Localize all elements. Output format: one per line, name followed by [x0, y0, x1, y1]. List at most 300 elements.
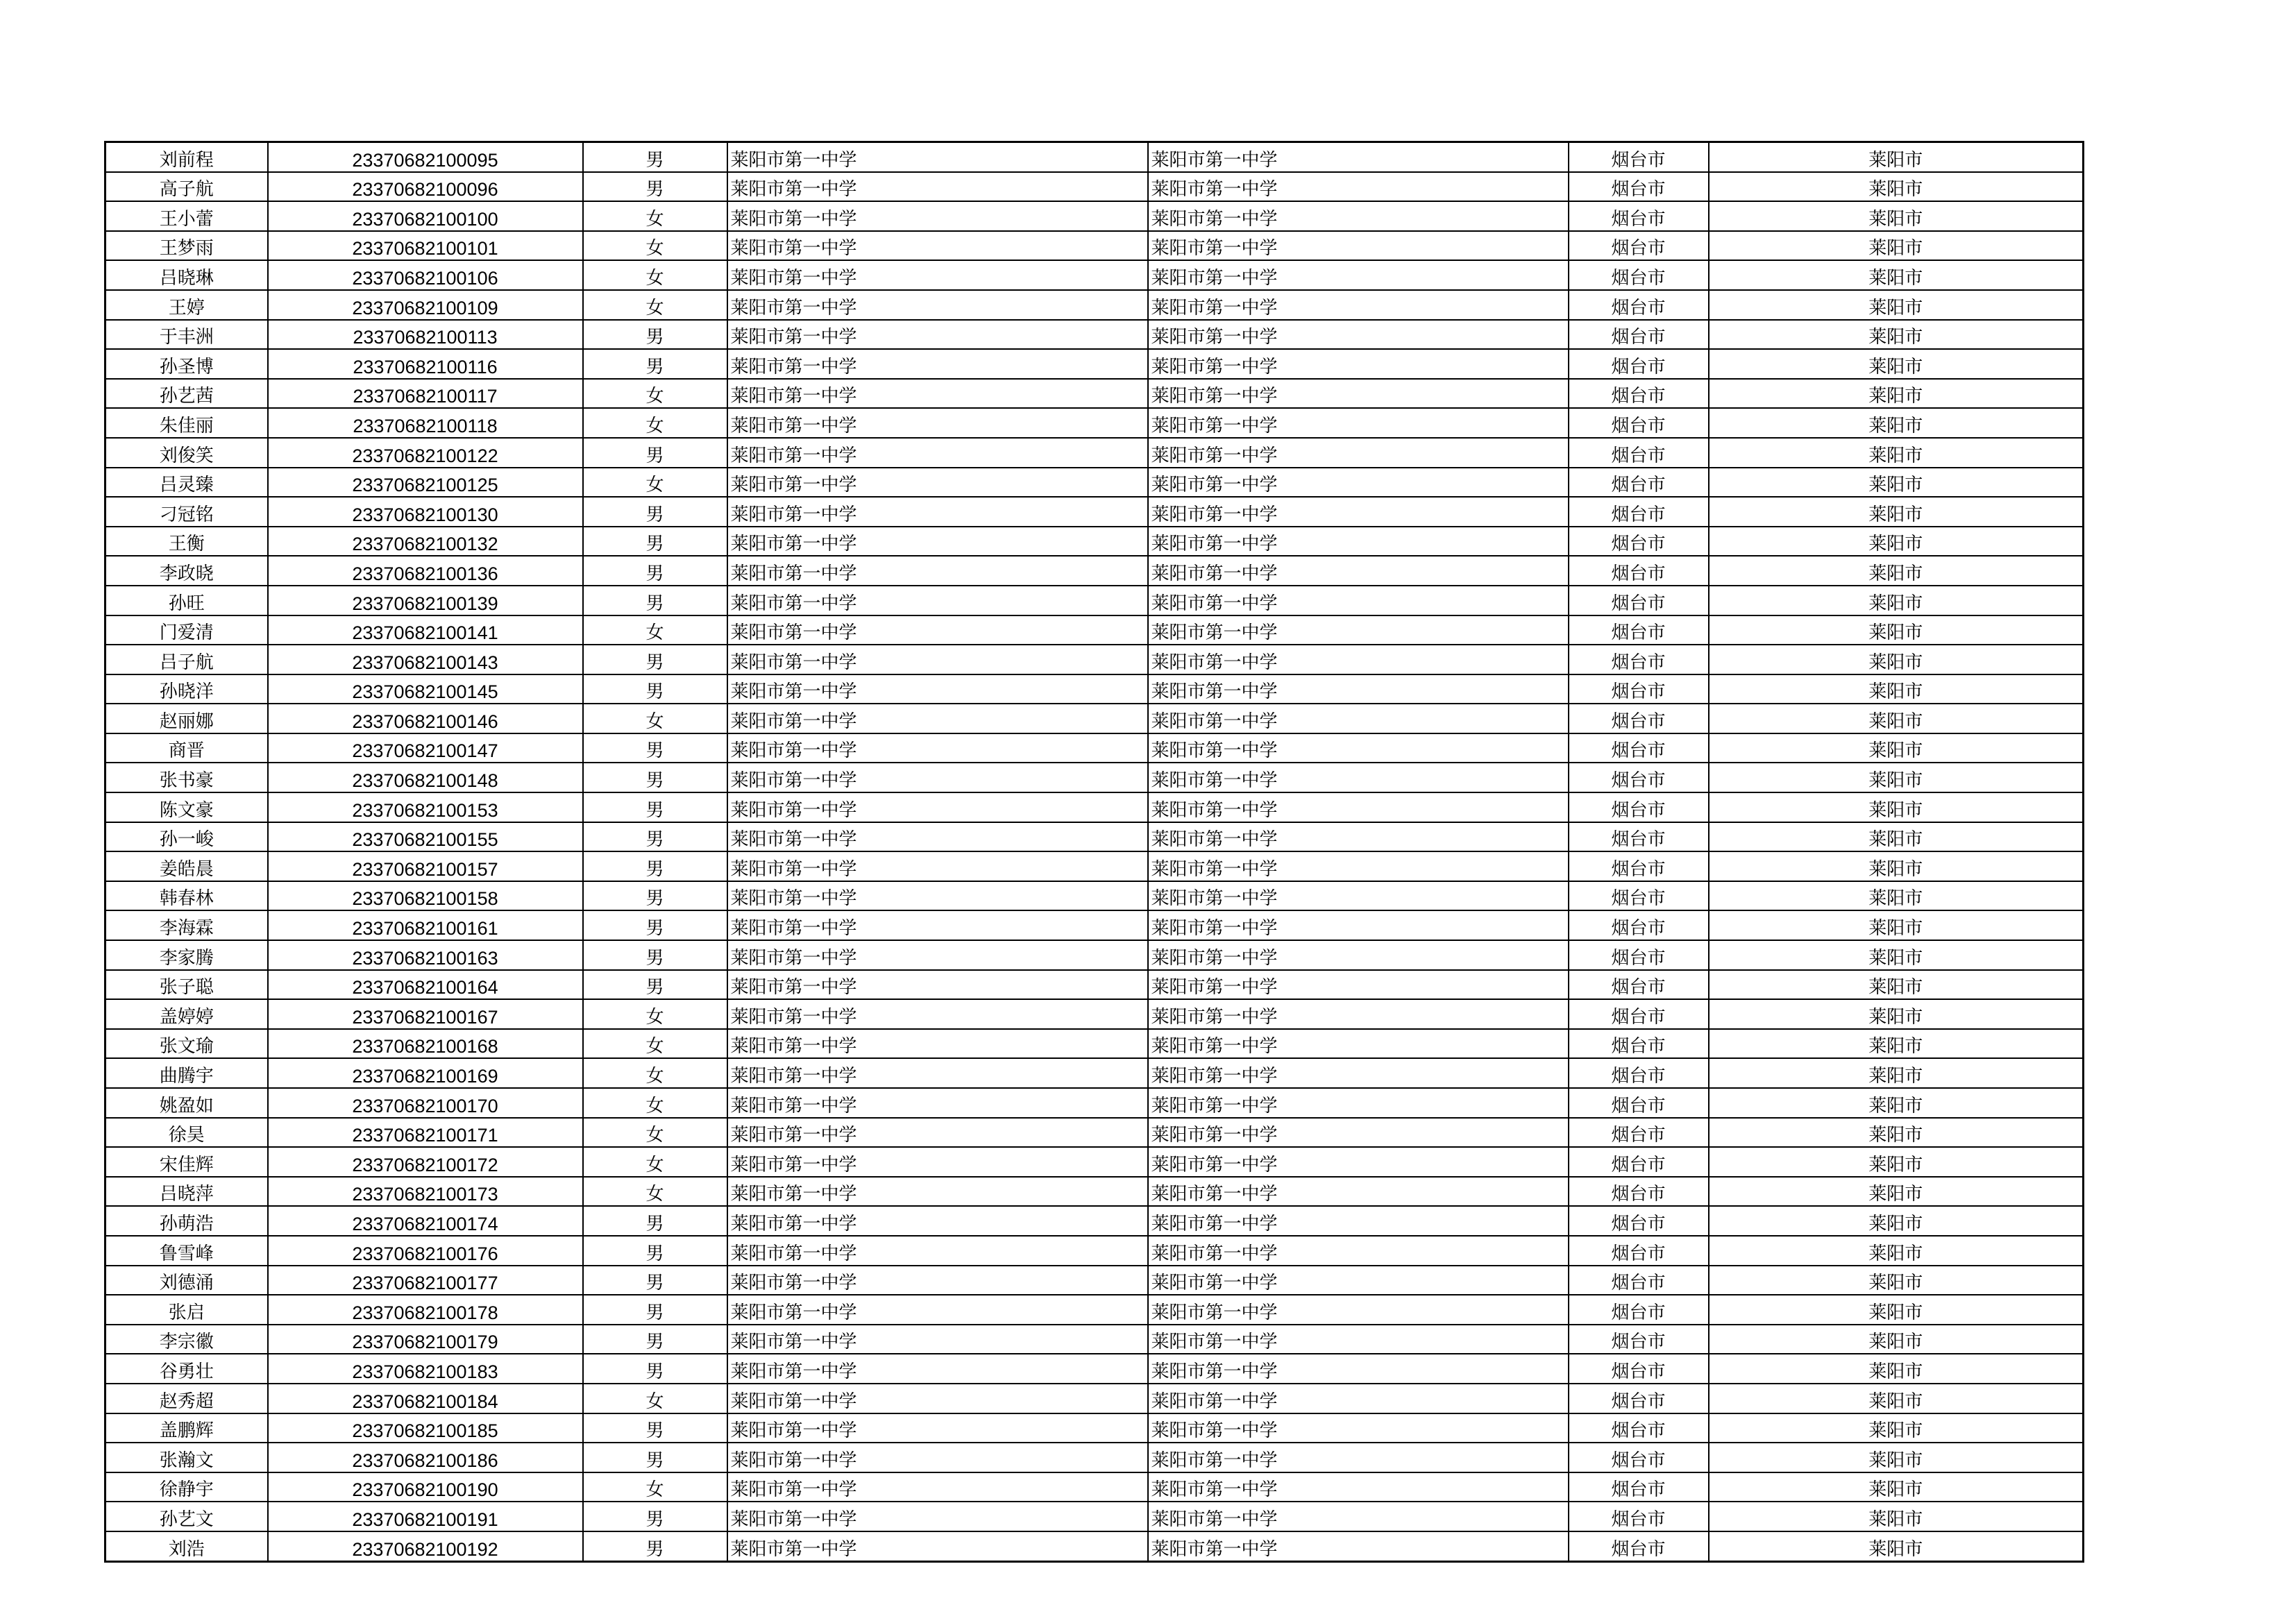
- cell-school-registered: 莱阳市第一中学: [1148, 260, 1569, 290]
- cell-name: 张书豪: [105, 763, 268, 792]
- cell-city: 烟台市: [1569, 586, 1709, 615]
- cell-county: 莱阳市: [1709, 1058, 2084, 1088]
- cell-county: 莱阳市: [1709, 497, 2084, 527]
- cell-school-registered: 莱阳市第一中学: [1148, 910, 1569, 940]
- cell-gender: 男: [583, 970, 727, 1000]
- cell-city: 烟台市: [1569, 881, 1709, 911]
- table-row: [105, 1266, 2084, 1295]
- cell-gender: 男: [583, 1266, 727, 1295]
- cell-city: 烟台市: [1569, 1413, 1709, 1443]
- cell-name: 朱佳丽: [105, 408, 268, 438]
- cell-county: 莱阳市: [1709, 1295, 2084, 1325]
- cell-gender: 男: [583, 851, 727, 881]
- table-row: [105, 172, 2084, 202]
- cell-school: 莱阳市第一中学: [727, 320, 1148, 350]
- cell-exam-id: 23370682100143: [268, 645, 583, 674]
- cell-name: 李宗徽: [105, 1325, 268, 1354]
- cell-gender: 男: [583, 142, 727, 172]
- cell-school: 莱阳市第一中学: [727, 792, 1148, 822]
- cell-gender: 女: [583, 1058, 727, 1088]
- cell-exam-id: 23370682100173: [268, 1177, 583, 1207]
- cell-school: 莱阳市第一中学: [727, 172, 1148, 202]
- cell-exam-id: 23370682100170: [268, 1088, 583, 1118]
- cell-city: 烟台市: [1569, 674, 1709, 704]
- cell-gender: 女: [583, 260, 727, 290]
- cell-school-registered: 莱阳市第一中学: [1148, 970, 1569, 1000]
- table-row: [105, 320, 2084, 350]
- cell-school-registered: 莱阳市第一中学: [1148, 1147, 1569, 1177]
- cell-gender: 女: [583, 704, 727, 733]
- cell-city: 烟台市: [1569, 1118, 1709, 1148]
- cell-school-registered: 莱阳市第一中学: [1148, 645, 1569, 674]
- table-row: [105, 674, 2084, 704]
- cell-school: 莱阳市第一中学: [727, 290, 1148, 320]
- cell-exam-id: 23370682100190: [268, 1472, 583, 1502]
- cell-county: 莱阳市: [1709, 172, 2084, 202]
- cell-name: 盖鹏辉: [105, 1413, 268, 1443]
- table-row: [105, 1531, 2084, 1561]
- cell-county: 莱阳市: [1709, 763, 2084, 792]
- table-row: [105, 792, 2084, 822]
- cell-name: 盖婷婷: [105, 999, 268, 1029]
- cell-name: 李政晓: [105, 556, 268, 586]
- cell-gender: 女: [583, 1177, 727, 1207]
- cell-exam-id: 23370682100125: [268, 468, 583, 498]
- table-row: [105, 1384, 2084, 1413]
- cell-city: 烟台市: [1569, 1147, 1709, 1177]
- cell-school-registered: 莱阳市第一中学: [1148, 1443, 1569, 1472]
- cell-gender: 女: [583, 231, 727, 261]
- cell-school-registered: 莱阳市第一中学: [1148, 1088, 1569, 1118]
- cell-name: 吕子航: [105, 645, 268, 674]
- cell-city: 烟台市: [1569, 1206, 1709, 1236]
- cell-name: 孙萌浩: [105, 1206, 268, 1236]
- cell-exam-id: 23370682100136: [268, 556, 583, 586]
- table-row: [105, 910, 2084, 940]
- cell-city: 烟台市: [1569, 408, 1709, 438]
- cell-gender: 女: [583, 1118, 727, 1148]
- cell-school: 莱阳市第一中学: [727, 1088, 1148, 1118]
- cell-name: 宋佳辉: [105, 1147, 268, 1177]
- cell-gender: 男: [583, 881, 727, 911]
- cell-gender: 男: [583, 1236, 727, 1266]
- cell-exam-id: 23370682100153: [268, 792, 583, 822]
- cell-exam-id: 23370682100147: [268, 733, 583, 763]
- cell-city: 烟台市: [1569, 231, 1709, 261]
- table-row: [105, 645, 2084, 674]
- table-row: [105, 733, 2084, 763]
- cell-city: 烟台市: [1569, 1058, 1709, 1088]
- table-row: [105, 349, 2084, 379]
- cell-name: 韩春林: [105, 881, 268, 911]
- cell-gender: 女: [583, 408, 727, 438]
- cell-county: 莱阳市: [1709, 970, 2084, 1000]
- cell-county: 莱阳市: [1709, 910, 2084, 940]
- cell-city: 烟台市: [1569, 851, 1709, 881]
- cell-name: 赵秀超: [105, 1384, 268, 1413]
- cell-school: 莱阳市第一中学: [727, 999, 1148, 1029]
- cell-school-registered: 莱阳市第一中学: [1148, 1413, 1569, 1443]
- cell-exam-id: 23370682100117: [268, 379, 583, 409]
- cell-school-registered: 莱阳市第一中学: [1148, 468, 1569, 498]
- cell-city: 烟台市: [1569, 1531, 1709, 1561]
- cell-name: 王衡: [105, 527, 268, 556]
- cell-school-registered: 莱阳市第一中学: [1148, 733, 1569, 763]
- cell-gender: 男: [583, 1502, 727, 1531]
- cell-county: 莱阳市: [1709, 349, 2084, 379]
- cell-exam-id: 23370682100192: [268, 1531, 583, 1561]
- cell-city: 烟台市: [1569, 1325, 1709, 1354]
- cell-county: 莱阳市: [1709, 1443, 2084, 1472]
- table-row: [105, 201, 2084, 231]
- cell-name: 孙一峻: [105, 822, 268, 852]
- cell-name: 孙艺茜: [105, 379, 268, 409]
- cell-name: 陈文豪: [105, 792, 268, 822]
- cell-school: 莱阳市第一中学: [727, 231, 1148, 261]
- cell-name: 高子航: [105, 172, 268, 202]
- cell-exam-id: 23370682100101: [268, 231, 583, 261]
- cell-exam-id: 23370682100161: [268, 910, 583, 940]
- cell-school: 莱阳市第一中学: [727, 1029, 1148, 1059]
- table-row: [105, 1177, 2084, 1207]
- cell-city: 烟台市: [1569, 1384, 1709, 1413]
- cell-school-registered: 莱阳市第一中学: [1148, 881, 1569, 911]
- cell-school: 莱阳市第一中学: [727, 1177, 1148, 1207]
- cell-school-registered: 莱阳市第一中学: [1148, 851, 1569, 881]
- cell-county: 莱阳市: [1709, 438, 2084, 468]
- cell-exam-id: 23370682100185: [268, 1413, 583, 1443]
- cell-city: 烟台市: [1569, 822, 1709, 852]
- cell-county: 莱阳市: [1709, 1266, 2084, 1295]
- cell-school-registered: 莱阳市第一中学: [1148, 408, 1569, 438]
- cell-school-registered: 莱阳市第一中学: [1148, 1177, 1569, 1207]
- cell-school-registered: 莱阳市第一中学: [1148, 822, 1569, 852]
- cell-school-registered: 莱阳市第一中学: [1148, 1266, 1569, 1295]
- cell-city: 烟台市: [1569, 349, 1709, 379]
- cell-city: 烟台市: [1569, 1088, 1709, 1118]
- cell-gender: 男: [583, 1354, 727, 1384]
- cell-exam-id: 23370682100095: [268, 142, 583, 172]
- cell-county: 莱阳市: [1709, 586, 2084, 615]
- cell-school-registered: 莱阳市第一中学: [1148, 201, 1569, 231]
- cell-gender: 男: [583, 733, 727, 763]
- cell-school: 莱阳市第一中学: [727, 704, 1148, 733]
- cell-city: 烟台市: [1569, 704, 1709, 733]
- table-row: [105, 556, 2084, 586]
- cell-name: 王婷: [105, 290, 268, 320]
- cell-city: 烟台市: [1569, 1472, 1709, 1502]
- cell-school: 莱阳市第一中学: [727, 1472, 1148, 1502]
- cell-gender: 男: [583, 763, 727, 792]
- cell-name: 谷勇壮: [105, 1354, 268, 1384]
- cell-exam-id: 23370682100178: [268, 1295, 583, 1325]
- cell-county: 莱阳市: [1709, 1147, 2084, 1177]
- cell-school: 莱阳市第一中学: [727, 1325, 1148, 1354]
- cell-school-registered: 莱阳市第一中学: [1148, 527, 1569, 556]
- cell-school: 莱阳市第一中学: [727, 260, 1148, 290]
- cell-school-registered: 莱阳市第一中学: [1148, 792, 1569, 822]
- cell-county: 莱阳市: [1709, 1472, 2084, 1502]
- cell-school-registered: 莱阳市第一中学: [1148, 379, 1569, 409]
- cell-county: 莱阳市: [1709, 379, 2084, 409]
- cell-city: 烟台市: [1569, 142, 1709, 172]
- cell-school: 莱阳市第一中学: [727, 1354, 1148, 1384]
- cell-exam-id: 23370682100186: [268, 1443, 583, 1472]
- cell-city: 烟台市: [1569, 1236, 1709, 1266]
- cell-school: 莱阳市第一中学: [727, 497, 1148, 527]
- cell-county: 莱阳市: [1709, 704, 2084, 733]
- cell-county: 莱阳市: [1709, 468, 2084, 498]
- cell-city: 烟台市: [1569, 1029, 1709, 1059]
- cell-name: 徐静宇: [105, 1472, 268, 1502]
- cell-name: 王梦雨: [105, 231, 268, 261]
- cell-school-registered: 莱阳市第一中学: [1148, 999, 1569, 1029]
- cell-city: 烟台市: [1569, 1443, 1709, 1472]
- cell-name: 姚盈如: [105, 1088, 268, 1118]
- cell-county: 莱阳市: [1709, 851, 2084, 881]
- cell-exam-id: 23370682100174: [268, 1206, 583, 1236]
- cell-exam-id: 23370682100132: [268, 527, 583, 556]
- cell-city: 烟台市: [1569, 1266, 1709, 1295]
- table-row: [105, 586, 2084, 615]
- cell-county: 莱阳市: [1709, 1325, 2084, 1354]
- table-row: [105, 468, 2084, 498]
- cell-county: 莱阳市: [1709, 1531, 2084, 1561]
- cell-county: 莱阳市: [1709, 1088, 2084, 1118]
- cell-gender: 女: [583, 1029, 727, 1059]
- cell-name: 张文瑜: [105, 1029, 268, 1059]
- cell-school: 莱阳市第一中学: [727, 527, 1148, 556]
- cell-gender: 女: [583, 201, 727, 231]
- table-row: [105, 1147, 2084, 1177]
- cell-school-registered: 莱阳市第一中学: [1148, 763, 1569, 792]
- cell-gender: 男: [583, 320, 727, 350]
- cell-exam-id: 23370682100106: [268, 260, 583, 290]
- cell-county: 莱阳市: [1709, 615, 2084, 645]
- cell-school: 莱阳市第一中学: [727, 1502, 1148, 1531]
- cell-name: 王小蕾: [105, 201, 268, 231]
- cell-exam-id: 23370682100139: [268, 586, 583, 615]
- cell-county: 莱阳市: [1709, 1236, 2084, 1266]
- cell-gender: 女: [583, 999, 727, 1029]
- cell-gender: 男: [583, 349, 727, 379]
- cell-school: 莱阳市第一中学: [727, 1295, 1148, 1325]
- cell-name: 姜皓晨: [105, 851, 268, 881]
- cell-exam-id: 23370682100096: [268, 172, 583, 202]
- cell-name: 吕晓琳: [105, 260, 268, 290]
- cell-city: 烟台市: [1569, 290, 1709, 320]
- cell-name: 刘前程: [105, 142, 268, 172]
- cell-county: 莱阳市: [1709, 999, 2084, 1029]
- cell-gender: 女: [583, 290, 727, 320]
- cell-name: 张瀚文: [105, 1443, 268, 1472]
- cell-school-registered: 莱阳市第一中学: [1148, 1472, 1569, 1502]
- cell-school: 莱阳市第一中学: [727, 1413, 1148, 1443]
- table-row: [105, 408, 2084, 438]
- cell-gender: 男: [583, 172, 727, 202]
- cell-exam-id: 23370682100171: [268, 1118, 583, 1148]
- cell-city: 烟台市: [1569, 733, 1709, 763]
- cell-exam-id: 23370682100164: [268, 970, 583, 1000]
- cell-school-registered: 莱阳市第一中学: [1148, 320, 1569, 350]
- cell-name: 门爱清: [105, 615, 268, 645]
- cell-county: 莱阳市: [1709, 822, 2084, 852]
- table-row: [105, 1088, 2084, 1118]
- cell-name: 吕晓萍: [105, 1177, 268, 1207]
- cell-school-registered: 莱阳市第一中学: [1148, 556, 1569, 586]
- cell-school: 莱阳市第一中学: [727, 1118, 1148, 1148]
- cell-school-registered: 莱阳市第一中学: [1148, 1206, 1569, 1236]
- cell-city: 烟台市: [1569, 999, 1709, 1029]
- cell-gender: 男: [583, 586, 727, 615]
- cell-gender: 女: [583, 615, 727, 645]
- cell-school: 莱阳市第一中学: [727, 1206, 1148, 1236]
- table-row: [105, 260, 2084, 290]
- cell-county: 莱阳市: [1709, 1177, 2084, 1207]
- cell-exam-id: 23370682100100: [268, 201, 583, 231]
- cell-city: 烟台市: [1569, 1177, 1709, 1207]
- cell-school: 莱阳市第一中学: [727, 1443, 1148, 1472]
- cell-city: 烟台市: [1569, 970, 1709, 1000]
- cell-county: 莱阳市: [1709, 201, 2084, 231]
- cell-school: 莱阳市第一中学: [727, 142, 1148, 172]
- cell-gender: 男: [583, 497, 727, 527]
- cell-school: 莱阳市第一中学: [727, 674, 1148, 704]
- table-body: [105, 142, 2084, 1562]
- table-row: [105, 231, 2084, 261]
- table-row: [105, 1413, 2084, 1443]
- cell-exam-id: 23370682100146: [268, 704, 583, 733]
- cell-school-registered: 莱阳市第一中学: [1148, 940, 1569, 970]
- table-row: [105, 1206, 2084, 1236]
- cell-school: 莱阳市第一中学: [727, 615, 1148, 645]
- table-row: [105, 1058, 2084, 1088]
- cell-city: 烟台市: [1569, 260, 1709, 290]
- cell-school-registered: 莱阳市第一中学: [1148, 497, 1569, 527]
- cell-city: 烟台市: [1569, 1502, 1709, 1531]
- cell-exam-id: 23370682100169: [268, 1058, 583, 1088]
- cell-school: 莱阳市第一中学: [727, 1058, 1148, 1088]
- cell-school-registered: 莱阳市第一中学: [1148, 1354, 1569, 1384]
- cell-gender: 男: [583, 556, 727, 586]
- cell-school: 莱阳市第一中学: [727, 822, 1148, 852]
- cell-gender: 男: [583, 527, 727, 556]
- cell-exam-id: 23370682100163: [268, 940, 583, 970]
- table-row: [105, 1502, 2084, 1531]
- cell-city: 烟台市: [1569, 379, 1709, 409]
- cell-gender: 女: [583, 379, 727, 409]
- cell-exam-id: 23370682100177: [268, 1266, 583, 1295]
- cell-county: 莱阳市: [1709, 1354, 2084, 1384]
- cell-city: 烟台市: [1569, 1295, 1709, 1325]
- cell-school-registered: 莱阳市第一中学: [1148, 1058, 1569, 1088]
- cell-county: 莱阳市: [1709, 320, 2084, 350]
- cell-exam-id: 23370682100179: [268, 1325, 583, 1354]
- cell-school: 莱阳市第一中学: [727, 349, 1148, 379]
- cell-exam-id: 23370682100183: [268, 1354, 583, 1384]
- table-row: [105, 1295, 2084, 1325]
- cell-name: 于丰洲: [105, 320, 268, 350]
- cell-school-registered: 莱阳市第一中学: [1148, 704, 1569, 733]
- cell-school: 莱阳市第一中学: [727, 1531, 1148, 1561]
- cell-school: 莱阳市第一中学: [727, 556, 1148, 586]
- cell-name: 孙圣博: [105, 349, 268, 379]
- cell-gender: 男: [583, 1295, 727, 1325]
- cell-exam-id: 23370682100148: [268, 763, 583, 792]
- cell-gender: 女: [583, 1147, 727, 1177]
- cell-name: 吕灵臻: [105, 468, 268, 498]
- cell-gender: 男: [583, 940, 727, 970]
- cell-city: 烟台市: [1569, 527, 1709, 556]
- cell-name: 李海霖: [105, 910, 268, 940]
- cell-gender: 男: [583, 910, 727, 940]
- cell-name: 刘俊笑: [105, 438, 268, 468]
- cell-name: 李家腾: [105, 940, 268, 970]
- cell-name: 曲腾宇: [105, 1058, 268, 1088]
- cell-county: 莱阳市: [1709, 792, 2084, 822]
- cell-exam-id: 23370682100167: [268, 999, 583, 1029]
- cell-school-registered: 莱阳市第一中学: [1148, 615, 1569, 645]
- cell-exam-id: 23370682100176: [268, 1236, 583, 1266]
- cell-city: 烟台市: [1569, 201, 1709, 231]
- cell-exam-id: 23370682100158: [268, 881, 583, 911]
- cell-name: 商晋: [105, 733, 268, 763]
- cell-school: 莱阳市第一中学: [727, 1384, 1148, 1413]
- cell-name: 孙晓洋: [105, 674, 268, 704]
- cell-county: 莱阳市: [1709, 1206, 2084, 1236]
- cell-city: 烟台市: [1569, 763, 1709, 792]
- cell-name: 刁冠铭: [105, 497, 268, 527]
- cell-school-registered: 莱阳市第一中学: [1148, 1118, 1569, 1148]
- cell-school: 莱阳市第一中学: [727, 1266, 1148, 1295]
- table-row: [105, 851, 2084, 881]
- cell-school: 莱阳市第一中学: [727, 851, 1148, 881]
- cell-city: 烟台市: [1569, 645, 1709, 674]
- table-row: [105, 1325, 2084, 1354]
- cell-name: 鲁雪峰: [105, 1236, 268, 1266]
- table-row: [105, 999, 2084, 1029]
- cell-school-registered: 莱阳市第一中学: [1148, 349, 1569, 379]
- cell-city: 烟台市: [1569, 940, 1709, 970]
- table-row: [105, 970, 2084, 1000]
- cell-school: 莱阳市第一中学: [727, 408, 1148, 438]
- cell-gender: 女: [583, 1384, 727, 1413]
- cell-city: 烟台市: [1569, 172, 1709, 202]
- cell-school-registered: 莱阳市第一中学: [1148, 231, 1569, 261]
- cell-exam-id: 23370682100122: [268, 438, 583, 468]
- cell-county: 莱阳市: [1709, 231, 2084, 261]
- table-row: [105, 290, 2084, 320]
- cell-school-registered: 莱阳市第一中学: [1148, 1295, 1569, 1325]
- table-row: [105, 1236, 2084, 1266]
- cell-name: 刘浩: [105, 1531, 268, 1561]
- cell-city: 烟台市: [1569, 556, 1709, 586]
- cell-school: 莱阳市第一中学: [727, 645, 1148, 674]
- table-row: [105, 763, 2084, 792]
- student-roster-table: [104, 141, 2084, 1563]
- cell-school: 莱阳市第一中学: [727, 763, 1148, 792]
- cell-city: 烟台市: [1569, 320, 1709, 350]
- table-row: [105, 1472, 2084, 1502]
- table-row: [105, 704, 2084, 733]
- cell-gender: 男: [583, 1443, 727, 1472]
- table-row: [105, 527, 2084, 556]
- cell-exam-id: 23370682100116: [268, 349, 583, 379]
- cell-school-registered: 莱阳市第一中学: [1148, 674, 1569, 704]
- cell-city: 烟台市: [1569, 438, 1709, 468]
- cell-exam-id: 23370682100168: [268, 1029, 583, 1059]
- cell-exam-id: 23370682100157: [268, 851, 583, 881]
